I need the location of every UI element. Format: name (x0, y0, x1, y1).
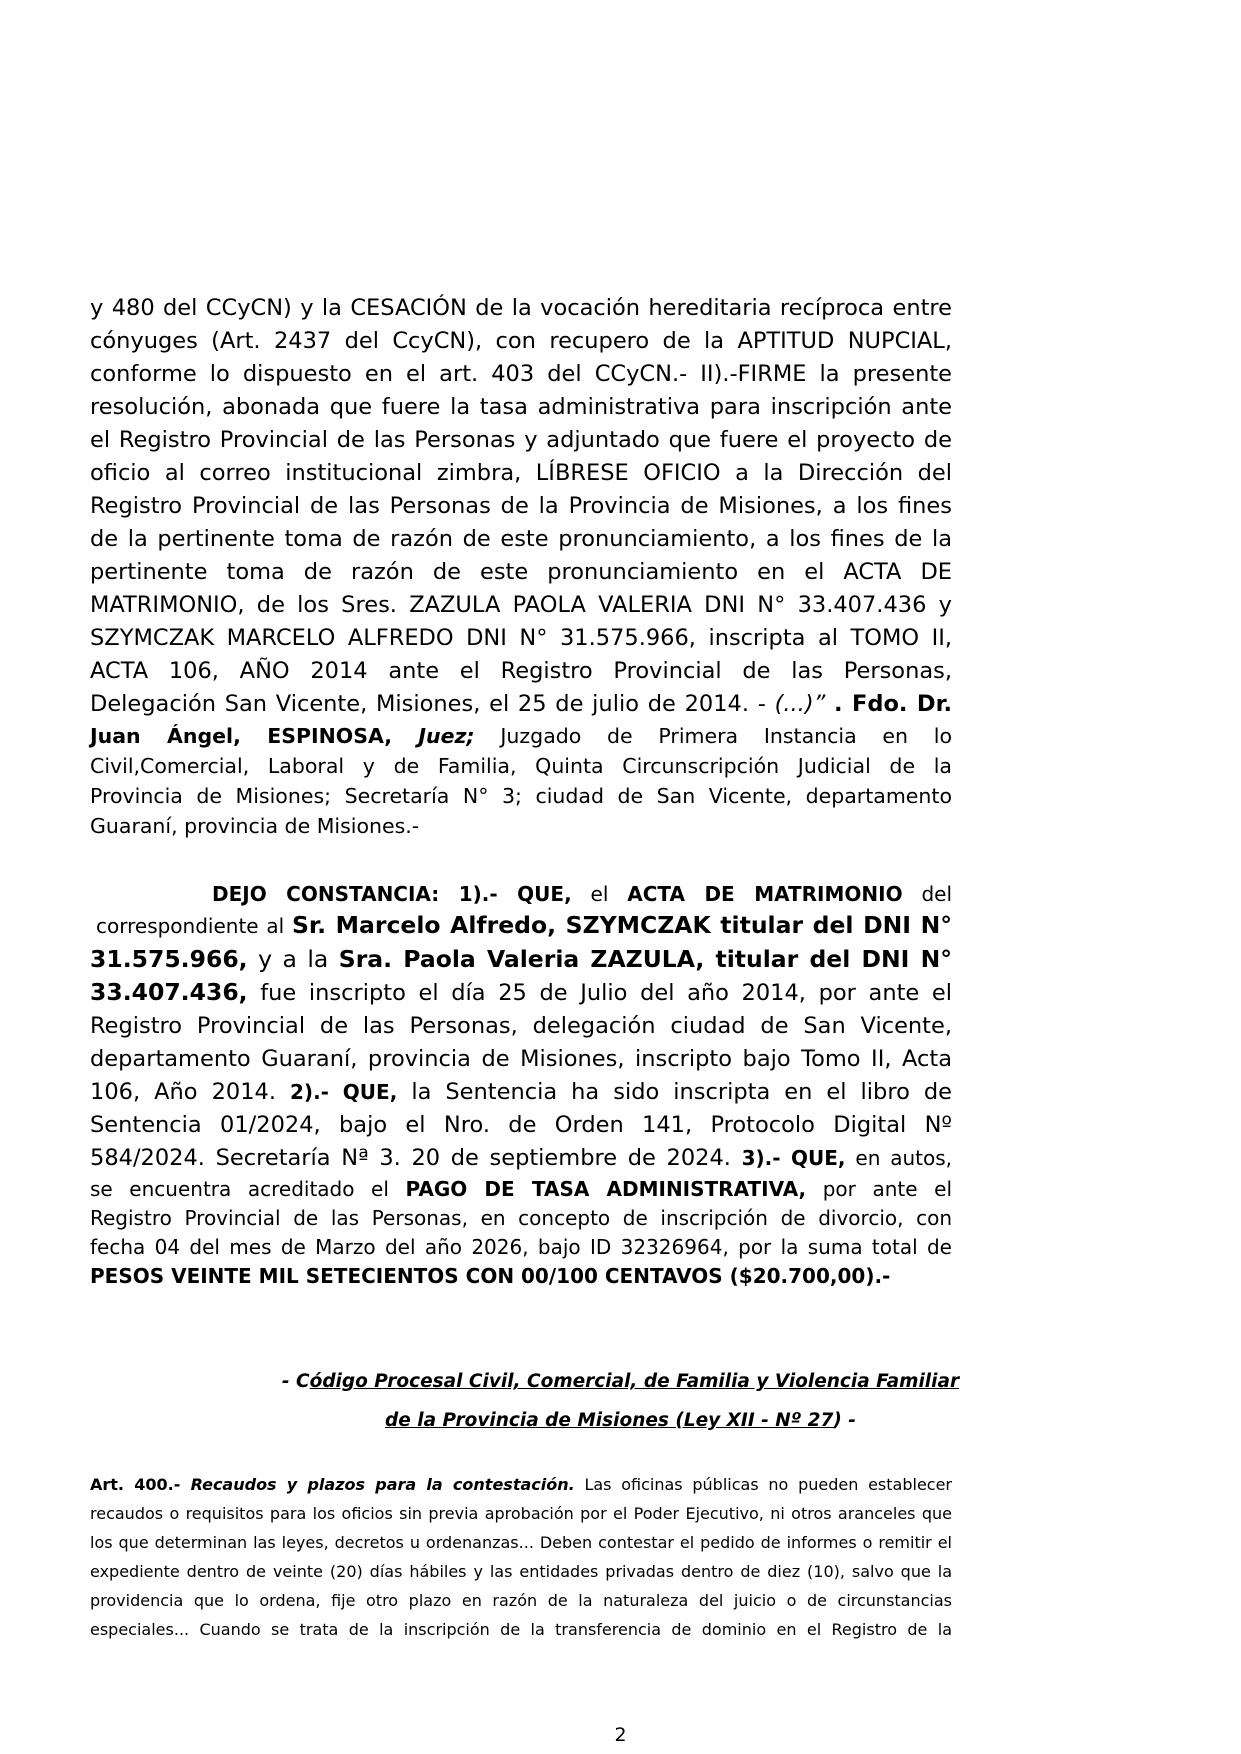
signature-start: . Fdo. Dr. (834, 691, 953, 717)
text-line: de la pertinente toma de razón de este pronunciamiento, a los fines de la (90, 526, 952, 552)
text-line: pertinente toma de razón de este pronunciamiento en el ACTA DE (90, 559, 952, 585)
article-400 (90, 1470, 952, 1644)
article-title: Recaudos y plazos para la contestación. (180, 1475, 575, 1494)
text-run: 2).- QUE, (290, 1080, 398, 1104)
text-line: el Registro Provincial de las Personas y adjuntado que fuere el proyecto de (90, 427, 952, 453)
constancia-paragraph (90, 880, 952, 1291)
text-line: Registro Provincial de las Personas, en concepto de inscripción de divorcio, con (90, 1206, 952, 1230)
text-line: resolución, abonada que fuere la tasa administrativa para inscripción ante (90, 394, 952, 420)
text-run: (...)” (774, 691, 835, 717)
text-run: ACTA DE MATRIMONIO (627, 882, 903, 906)
resolution-paragraph (90, 292, 952, 841)
text-run: en autos, (845, 1146, 953, 1170)
text-line (90, 688, 952, 721)
text-run: fecha 04 del mes de Marzo del año 2026, bajo (90, 1235, 590, 1259)
text-run: Delegación San Vicente, Misiones, el 25 de julio de 2014. - (90, 691, 775, 717)
text-line: y 480 del CCyCN) y la CESACIÓN de la vocación hereditaria recíproca entre (90, 295, 952, 321)
payment-id: ID 32326964 (590, 1235, 723, 1259)
text-line (90, 943, 952, 976)
text-line: Registro Provincial de las Personas de la Provincia de Misiones, a los fines (90, 493, 952, 519)
text-line (90, 721, 952, 751)
text-run: de la Provincia de Misiones (Ley XII - Nº 27 (385, 1410, 834, 1431)
text-line: recaudos o requisitos para los oficios sin previa aprobación por el Poder Ejecutivo, ni otros aranceles que (90, 1504, 952, 1523)
text-run: fue inscripto el día 25 de Julio del año 2014, por ante el (247, 980, 952, 1006)
text-run: y a la (247, 945, 339, 973)
text-run: ) - (833, 1410, 856, 1431)
text-line (90, 1175, 952, 1204)
code-heading-line1 (0, 1371, 1241, 1392)
text-line: ACTA 106, AÑO 2014 ante el Registro Provincial de las Personas, (90, 658, 952, 684)
text-line: providencia que lo ordena, fije otro plazo en razón de la naturaleza del juicio o de circunstancias (90, 1591, 952, 1610)
text-line: expediente dentro de veinte (20) días hábiles y las entidades privadas dentro de diez (10), salvo que la (90, 1562, 952, 1581)
text-run: por ante el (806, 1177, 953, 1201)
text-run: 106, Año 2014. (90, 1079, 291, 1105)
text-run: 31.575.966, (90, 945, 248, 973)
text-run: correspondiente al (96, 914, 292, 938)
text-line: departamento Guaraní, provincia de Misiones, inscripto bajo Tomo II, Acta (90, 1046, 952, 1072)
text-run: Las oficinas públicas no pueden establecer (574, 1475, 953, 1494)
text-line: cónyuges (Art. 2437 del CcyCN), con recupero de la APTITUD NUPCIAL, (90, 328, 952, 354)
text-run: , por la suma total de (722, 1235, 952, 1259)
text-line (90, 976, 952, 1010)
text-line: oficio al correo institucional zimbra, LÍBRESE OFICIO a la Dirección del (90, 460, 952, 486)
text-run: Sra. Paola Valeria ZAZULA, titular del DNI N° (338, 945, 952, 973)
text-run: DEJO CONSTANCIA: 1).- QUE, (212, 882, 572, 906)
text-run: 33.407.436, (90, 978, 248, 1006)
text-line (90, 1262, 952, 1291)
text-line (90, 1470, 952, 1499)
text-run: 584/2024. Secretaría Nª 3. 20 de septiembre de 2024. (90, 1145, 742, 1171)
judge-title: Juez; (418, 724, 475, 748)
text-run: del (902, 882, 953, 906)
text-line: especiales... Cuando se trata de la inscripción de la transferencia de dominio en el Registro de la (90, 1620, 952, 1639)
article-label: Art. 400.- (90, 1475, 181, 1494)
text-line: Sentencia 01/2024, bajo el Nro. de Orden 141, Protocolo Digital Nº (90, 1112, 952, 1138)
text-run: ódigo Procesal Civil, Comercial, de Familia y Violencia Familiar (309, 1371, 960, 1392)
payment-amount: PESOS VEINTE MIL SETECIENTOS CON 00/100 CENTAVOS ($20.700,00).- (90, 1264, 891, 1288)
text-run: 3).- QUE, (741, 1146, 846, 1170)
text-run: PAGO DE TASA ADMINISTRATIVA, (405, 1177, 807, 1201)
text-line (90, 880, 952, 909)
text-run: se encuentra acreditado el (90, 1177, 406, 1201)
text-line: SZYMCZAK MARCELO ALFREDO DNI N° 31.575.966, inscripta al TOMO II, (90, 625, 952, 651)
text-run: - C (281, 1371, 310, 1392)
text-run: Juzgado de Primera Instancia en lo (474, 724, 952, 748)
text-line: Civil,Comercial, Laboral y de Familia, Quinta Circunscripción Judicial de la (90, 754, 952, 778)
text-line (90, 1142, 952, 1175)
text-line: Registro Provincial de las Personas, delegación ciudad de San Vicente, (90, 1013, 952, 1039)
text-line: conforme lo dispuesto en el art. 403 del CCyCN.- II).-FIRME la presente (90, 361, 952, 387)
code-heading-line2 (0, 1410, 1241, 1431)
text-line: Provincia de Misiones; Secretaría N° 3; ciudad de San Vicente, departamento (90, 784, 952, 808)
text-run: el (571, 882, 628, 906)
text-line: Guaraní, provincia de Misiones.- (90, 814, 420, 838)
text-line: los que determinan las leyes, decretos u ordenanzas... Deben contestar el pedido de informes o remitir el (90, 1533, 952, 1552)
text-line (90, 1076, 952, 1109)
text-line (90, 909, 952, 943)
text-run: la Sentencia ha sido inscripta en el libro de (397, 1079, 953, 1105)
judge-name: Juan Ángel, ESPINOSA, (90, 724, 419, 748)
page-number: 2 (614, 1724, 627, 1746)
text-line (90, 1233, 952, 1262)
text-line: MATRIMONIO, de los Sres. ZAZULA PAOLA VALERIA DNI N° 33.407.436 y (90, 592, 952, 618)
text-run: Sr. Marcelo Alfredo, SZYMCZAK titular del DNI N° (291, 911, 953, 939)
